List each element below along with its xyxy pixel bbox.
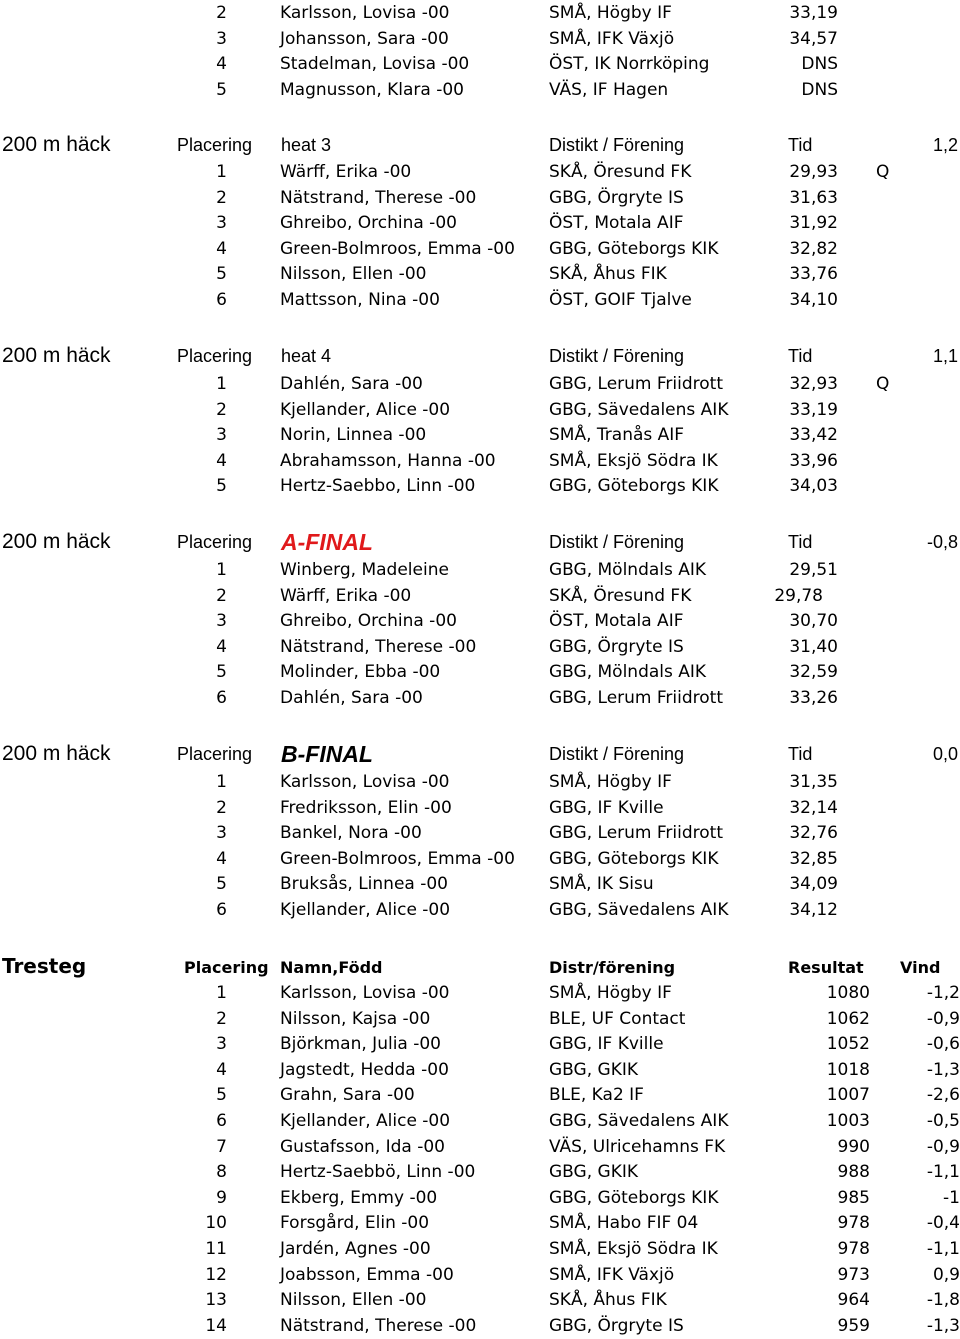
result: 1003	[826, 1111, 870, 1131]
place: 1	[216, 983, 227, 1003]
place: 7	[216, 1136, 227, 1157]
club: VÄS, Ulricehamns FK	[549, 1136, 726, 1157]
place: 4	[216, 54, 227, 75]
section-header	[0, 739, 960, 769]
time: 32,59	[789, 662, 838, 683]
place: 4	[216, 848, 227, 869]
result-row	[0, 1159, 960, 1185]
result-row	[0, 583, 960, 609]
club: GBG, GKIK	[549, 1059, 639, 1080]
district-header: Distikt / Förening	[549, 135, 685, 155]
athlete-name: Bankel, Nora -00	[280, 823, 422, 844]
wind: -1,8	[926, 1290, 960, 1311]
athlete-name: Abrahamsson, Hanna -00	[280, 450, 496, 471]
time-header: Tid	[788, 532, 813, 552]
athlete-name: Jardén, Agnes -00	[280, 1239, 431, 1259]
wind: -0,5	[926, 1111, 960, 1131]
club: ÖST, GOIF Tjalve	[549, 290, 692, 310]
club: BLE, Ka2 IF	[549, 1085, 644, 1106]
place: 6	[216, 290, 227, 310]
wind: 0,9	[932, 1264, 960, 1285]
qualified-mark: Q	[876, 374, 890, 394]
time: 32,85	[789, 848, 838, 869]
result-row	[0, 287, 960, 313]
place: 6	[216, 900, 227, 920]
time: 34,03	[789, 476, 838, 497]
athlete-name: Karlsson, Lovisa -00	[280, 3, 450, 23]
time-header: Tid	[788, 135, 813, 155]
result-row	[0, 185, 960, 211]
athlete-name: Fredriksson, Elin -00	[280, 797, 452, 818]
result-row	[0, 1134, 960, 1160]
wind: -0,4	[926, 1213, 960, 1234]
time: 29,78	[774, 585, 823, 606]
athlete-name: Norin, Linnea -00	[280, 425, 427, 446]
club: SKÅ, Åhus FIK	[549, 264, 667, 285]
place: 14	[205, 1315, 227, 1336]
result: 1007	[826, 1085, 870, 1106]
result-row	[0, 77, 960, 103]
result-row	[0, 1236, 960, 1262]
athlete-name: Green-Bolmroos, Emma -00	[280, 848, 515, 869]
place: 9	[216, 1187, 227, 1208]
club: GBG, Sävedalens AIK	[549, 900, 729, 920]
result-row	[0, 608, 960, 634]
result-row	[0, 1185, 960, 1211]
result-row	[0, 1262, 960, 1288]
place: 2	[216, 3, 227, 23]
time-header: Tid	[788, 346, 813, 366]
time: 31,40	[789, 636, 838, 657]
result-row	[0, 1031, 960, 1057]
athlete-name: Kjellander, Alice -00	[280, 399, 451, 420]
place: 3	[216, 823, 227, 844]
athlete-name: Jagstedt, Hedda -00	[280, 1059, 449, 1080]
wind: -0,6	[926, 1034, 960, 1055]
time: 32,93	[789, 374, 838, 394]
district-header: Distikt / Förening	[549, 744, 685, 764]
athlete-name: Wärff, Erika -00	[280, 162, 412, 182]
result: 964	[837, 1290, 870, 1311]
wind: -0,9	[926, 1136, 960, 1157]
athlete-name: Nätstrand, Therese -00	[280, 187, 477, 208]
club: SMÅ, Tranås AIF	[549, 425, 685, 446]
result: 959	[837, 1315, 870, 1336]
place: 5	[216, 874, 227, 895]
club: ÖST, Motala AIF	[549, 611, 684, 632]
time: 34,10	[789, 290, 838, 310]
result-row	[0, 557, 960, 583]
result: 1018	[826, 1059, 870, 1080]
place: 6	[216, 1111, 227, 1131]
club: GBG, Göteborgs KIK	[549, 848, 719, 869]
wind-header: Vind	[900, 958, 941, 977]
time: 31,63	[789, 187, 838, 208]
placering-header: Placering	[184, 958, 269, 977]
place: 4	[216, 1059, 227, 1080]
club: GBG, Sävedalens AIK	[549, 1111, 729, 1131]
name-header: Namn,Född	[280, 958, 383, 977]
time: 34,57	[789, 28, 838, 49]
result: 978	[837, 1239, 870, 1259]
section-header	[0, 527, 960, 557]
event-title: 200 m häck	[2, 530, 111, 553]
club: GBG, GKIK	[549, 1162, 639, 1183]
time: 33,96	[789, 450, 838, 471]
wind: -1,3	[926, 1059, 960, 1080]
result-row	[0, 871, 960, 897]
time: 33,42	[789, 425, 838, 446]
place: 1	[216, 560, 227, 580]
club: ÖST, IK Norrköping	[549, 54, 710, 75]
result-row	[0, 159, 960, 185]
athlete-name: Gustafsson, Ida -00	[280, 1136, 445, 1157]
club: SMÅ, IFK Växjö	[549, 28, 675, 49]
result: 988	[837, 1162, 870, 1183]
district-header: Distr/förening	[549, 958, 676, 977]
club: VÄS, IF Hagen	[549, 79, 669, 100]
district-header: Distikt / Förening	[549, 346, 685, 366]
time: 30,70	[789, 611, 838, 632]
place: 12	[205, 1264, 227, 1285]
place: 5	[216, 79, 227, 100]
result: 973	[837, 1264, 870, 1285]
place: 4	[216, 636, 227, 657]
athlete-name: Kjellander, Alice -00	[280, 900, 451, 920]
club: SKÅ, Öresund FK	[549, 162, 692, 182]
time: 32,76	[789, 823, 838, 844]
time: DNS	[801, 79, 838, 100]
club: GBG, Örgryte IS	[549, 1315, 684, 1336]
club: SMÅ, Högby IF	[549, 3, 672, 23]
result-row	[0, 0, 960, 26]
result-row	[0, 769, 960, 795]
result-row	[0, 685, 960, 711]
result-row	[0, 1006, 960, 1032]
result-row	[0, 1287, 960, 1313]
result: 1052	[826, 1034, 870, 1055]
athlete-name: Hertz-Saebbo, Linn -00	[280, 476, 476, 497]
time: 33,19	[789, 399, 838, 420]
athlete-name: Wärff, Erika -00	[280, 585, 412, 606]
club: GBG, Lerum Friidrott	[549, 823, 723, 844]
club: GBG, Lerum Friidrott	[549, 688, 723, 708]
time: 33,26	[789, 688, 838, 708]
result-row	[0, 1082, 960, 1108]
place: 3	[216, 1034, 227, 1055]
club: GBG, Örgryte IS	[549, 187, 684, 208]
wind: -0,9	[926, 1008, 960, 1029]
athlete-name: Dahlén, Sara -00	[280, 688, 423, 708]
athlete-name: Nilsson, Ellen -00	[280, 264, 427, 285]
athlete-name: Molinder, Ebba -00	[280, 662, 441, 683]
place: 5	[216, 476, 227, 497]
club: ÖST, Motala AIF	[549, 213, 684, 234]
result-row	[0, 371, 960, 397]
event-title: Tresteg	[2, 954, 87, 978]
place: 2	[216, 797, 227, 818]
heat-title: heat 3	[281, 135, 332, 155]
wind-value: 1,1	[932, 346, 958, 366]
event-title: 200 m häck	[2, 344, 111, 367]
athlete-name: Bruksås, Linnea -00	[280, 874, 448, 895]
athlete-name: Dahlén, Sara -00	[280, 374, 423, 394]
place: 3	[216, 213, 227, 234]
athlete-name: Ghreibo, Orchina -00	[280, 213, 457, 234]
time: 29,93	[789, 162, 838, 182]
placering-header: Placering	[177, 532, 253, 552]
club: GBG, IF Kville	[549, 1034, 664, 1055]
athlete-name: Björkman, Julia -00	[280, 1034, 442, 1055]
athlete-name: Grahn, Sara -00	[280, 1085, 415, 1106]
time: 34,12	[789, 900, 838, 920]
athlete-name: Hertz-Saebbö, Linn -00	[280, 1162, 476, 1183]
place: 1	[216, 772, 227, 792]
result-row	[0, 634, 960, 660]
time: 31,92	[789, 213, 838, 234]
event-title: 200 m häck	[2, 133, 111, 156]
place: 2	[216, 399, 227, 420]
athlete-name: Kjellander, Alice -00	[280, 1111, 451, 1131]
place: 1	[216, 374, 227, 394]
result-row	[0, 448, 960, 474]
result-row	[0, 820, 960, 846]
result-row	[0, 473, 960, 499]
athlete-name: Magnusson, Klara -00	[280, 79, 464, 100]
club: SMÅ, Eksjö Södra IK	[549, 1239, 718, 1259]
club: GBG, Göteborgs KIK	[549, 1187, 719, 1208]
club: GBG, Göteborgs KIK	[549, 238, 719, 259]
athlete-name: Stadelman, Lovisa -00	[280, 54, 470, 75]
placering-header: Placering	[177, 346, 253, 366]
section-header	[0, 952, 960, 980]
result-row	[0, 397, 960, 423]
time: DNS	[801, 54, 838, 75]
qualified-mark: Q	[876, 162, 890, 182]
result-row	[0, 210, 960, 236]
section-header	[0, 130, 960, 160]
result: 985	[837, 1187, 870, 1208]
place: 3	[216, 425, 227, 446]
wind-value: 1,2	[932, 135, 958, 155]
place: 4	[216, 450, 227, 471]
athlete-name: Karlsson, Lovisa -00	[280, 772, 450, 792]
result-row	[0, 897, 960, 923]
athlete-name: Ghreibo, Orchina -00	[280, 611, 457, 632]
result-row	[0, 26, 960, 52]
time: 34,09	[789, 874, 838, 895]
athlete-name: Green-Bolmroos, Emma -00	[280, 238, 515, 259]
heat-title: B-FINAL	[281, 741, 373, 767]
place: 6	[216, 688, 227, 708]
athlete-name: Nilsson, Kajsa -00	[280, 1008, 431, 1029]
club: SMÅ, Habo FIF 04	[549, 1213, 699, 1234]
district-header: Distikt / Förening	[549, 532, 685, 552]
athlete-name: Winberg, Madeleine	[280, 560, 449, 580]
result-row	[0, 236, 960, 262]
place: 5	[216, 662, 227, 683]
result-row	[0, 422, 960, 448]
place: 1	[216, 162, 227, 182]
result-row	[0, 1210, 960, 1236]
athlete-name: Johansson, Sara -00	[280, 28, 449, 49]
club: SMÅ, Högby IF	[549, 772, 672, 792]
time: 33,76	[789, 264, 838, 285]
heat-title: A-FINAL	[281, 529, 373, 555]
club: SMÅ, IFK Växjö	[549, 1264, 675, 1285]
athlete-name: Nätstrand, Therese -00	[280, 636, 477, 657]
club: GBG, Örgryte IS	[549, 636, 684, 657]
result-row	[0, 846, 960, 872]
result-row	[0, 1057, 960, 1083]
athlete-name: Joabsson, Emma -00	[280, 1264, 454, 1285]
club: SMÅ, Högby IF	[549, 983, 672, 1003]
club: SMÅ, IK Sisu	[549, 874, 654, 895]
club: GBG, Mölndals AIK	[549, 662, 707, 683]
section-header	[0, 341, 960, 371]
wind-value: 0,0	[932, 744, 958, 764]
place: 2	[216, 187, 227, 208]
place: 11	[205, 1239, 227, 1259]
wind: -1	[943, 1187, 960, 1208]
place: 5	[216, 264, 227, 285]
result-row	[0, 980, 960, 1006]
placering-header: Placering	[177, 135, 253, 155]
athlete-name: Nätstrand, Therese -00	[280, 1315, 477, 1336]
result-row	[0, 261, 960, 287]
athlete-name: Nilsson, Ellen -00	[280, 1290, 427, 1311]
place: 13	[205, 1290, 227, 1311]
place: 8	[216, 1162, 227, 1183]
result-row	[0, 1313, 960, 1339]
place: 3	[216, 28, 227, 49]
placering-header: Placering	[177, 744, 253, 764]
club: GBG, Göteborgs KIK	[549, 476, 719, 497]
time: 31,35	[789, 772, 838, 792]
wind: -1,2	[926, 983, 960, 1003]
athlete-name: Mattsson, Nina -00	[280, 290, 440, 310]
result-header: Resultat	[788, 958, 864, 977]
result: 1080	[826, 983, 870, 1003]
result-row	[0, 1108, 960, 1134]
club: GBG, Mölndals AIK	[549, 560, 707, 580]
place: 2	[216, 1008, 227, 1029]
time: 32,14	[789, 797, 838, 818]
wind: -1,3	[926, 1315, 960, 1336]
club: GBG, IF Kville	[549, 797, 664, 818]
time: 29,51	[789, 560, 838, 580]
athlete-name: Karlsson, Lovisa -00	[280, 983, 450, 1003]
wind-value: -0,8	[926, 532, 958, 552]
club: SMÅ, Eksjö Södra IK	[549, 450, 718, 471]
athlete-name: Forsgård, Elin -00	[280, 1213, 430, 1234]
result: 978	[837, 1213, 870, 1234]
event-title: 200 m häck	[2, 742, 111, 765]
club: SKÅ, Öresund FK	[549, 585, 692, 606]
club: BLE, UF Contact	[549, 1008, 686, 1029]
time: 33,19	[789, 3, 838, 23]
result-row	[0, 795, 960, 821]
place: 3	[216, 611, 227, 632]
wind: -1,1	[926, 1162, 960, 1183]
athlete-name: Ekberg, Emmy -00	[280, 1187, 438, 1208]
place: 10	[205, 1213, 227, 1234]
place: 2	[216, 585, 227, 606]
time: 32,82	[789, 238, 838, 259]
heat-title: heat 4	[281, 346, 332, 366]
club: GBG, Lerum Friidrott	[549, 374, 723, 394]
result-row	[0, 51, 960, 77]
place: 4	[216, 238, 227, 259]
wind: -1,1	[926, 1239, 960, 1259]
club: SKÅ, Åhus FIK	[549, 1290, 667, 1311]
result: 990	[837, 1136, 870, 1157]
result: 1062	[826, 1008, 870, 1029]
place: 5	[216, 1085, 227, 1106]
club: GBG, Sävedalens AIK	[549, 399, 729, 420]
time-header: Tid	[788, 744, 813, 764]
result-row	[0, 659, 960, 685]
wind: -2,6	[926, 1085, 960, 1106]
